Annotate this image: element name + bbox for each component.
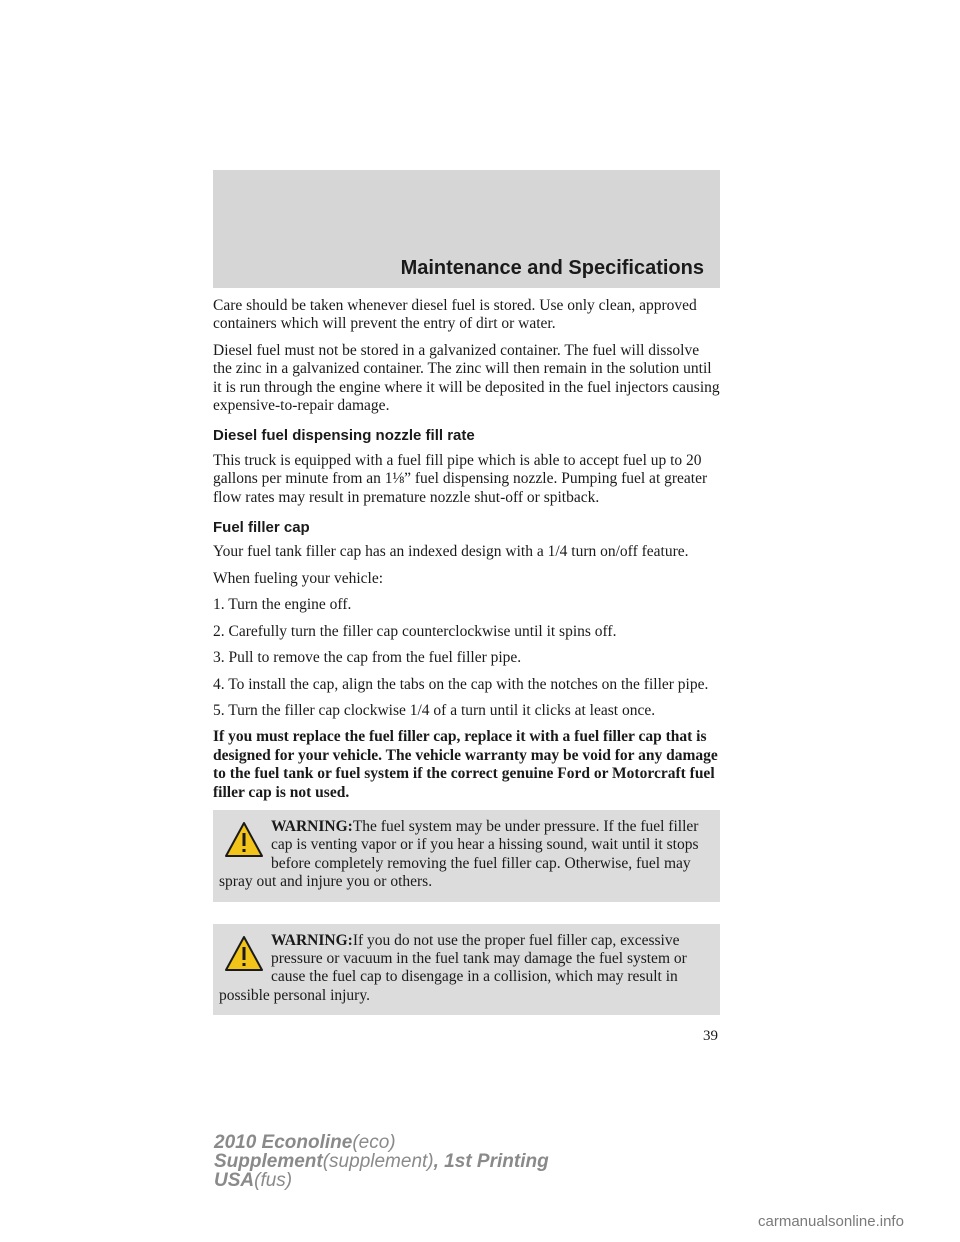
warning-label: WARNING: [271,817,353,835]
warning-text: The fuel system may be under pressure. If the fuel filler cap is venting vapor or if you hear a hissing sound, wait until it stops before completely removing the fuel filler cap. Otherwise, fuel may spray out and injure you or others. [219,817,699,891]
subheading-fill-rate: Diesel fuel dispensing nozzle fill rate [213,427,475,445]
header-band [213,170,720,288]
footer-market-code: (fus) [254,1170,293,1191]
document-footer [214,1133,549,1190]
step-item: 3. Pull to remove the cap from the fuel filler pipe. [213,649,522,667]
footer-doc-code: (supplement) [322,1151,434,1172]
footer-model-code: (eco) [352,1132,396,1153]
footer-model: 2010 Econoline [214,1132,353,1153]
footer-printing: , 1st Printing [433,1151,549,1172]
section-title: Maintenance and Specifications [400,257,704,279]
step-item: 1. Turn the engine off. [213,596,352,614]
watermark: carmanualsonline.info [758,1213,904,1230]
warning-box [213,810,720,902]
page-number: 39 [703,1028,718,1044]
paragraph: Care should be taken whenever diesel fuel is stored. Use only clean, approved containers which will prevent the entry of dirt or water. [213,297,697,333]
footer-market: USA [214,1170,255,1191]
warning-text: If you do not use the proper fuel filler cap, excessive pressure or vacuum in the fuel tank may damage the fuel system or cause the fuel cap to disengage in a collision, which may result in possible personal injury. [219,931,687,1004]
footer-doc-type: Supplement [214,1151,323,1172]
warning-label: WARNING: [271,931,353,949]
paragraph: Diesel fuel must not be stored in a galvanized container. The fuel will dissolve the zinc in a galvanized container. The zinc will then remain in the solution until it is run through the engine where it will be deposited in the fuel injectors causing expensive-to-repair damage. [213,341,720,415]
warning-triangle-icon [223,934,265,974]
subheading-fuel-filler-cap: Fuel filler cap [213,519,310,537]
steps-intro: When fueling your vehicle: [213,569,384,587]
page-content [213,297,720,1037]
paragraph: This truck is equipped with a fuel fill pipe which is able to accept fuel up to 20 gallons per minute from an 1⅛” fuel dispensing nozzle. Pumping fuel at greater flow rates may result in premature nozzle shut-off or spitback. [213,451,708,506]
paragraph: Your fuel tank filler cap has an indexed design with a 1/4 turn on/off feature. [213,543,689,561]
step-item: 4. To install the cap, align the tabs on the cap with the notches on the filler pipe. [213,675,709,693]
bold-note: If you must replace the fuel filler cap, replace it with a fuel filler cap that is designed for your vehicle. The vehicle warranty may be void for any damage to the fuel tank or fuel system if the correct genuine Ford or Motorcraft fuel filler cap is not used. [213,728,718,801]
step-item: 5. Turn the filler cap clockwise 1/4 of a turn until it clicks at least once. [213,701,656,719]
step-item: 2. Carefully turn the filler cap counterclockwise until it spins off. [213,622,617,640]
warning-triangle-icon [223,820,265,860]
warning-box [213,924,720,1016]
